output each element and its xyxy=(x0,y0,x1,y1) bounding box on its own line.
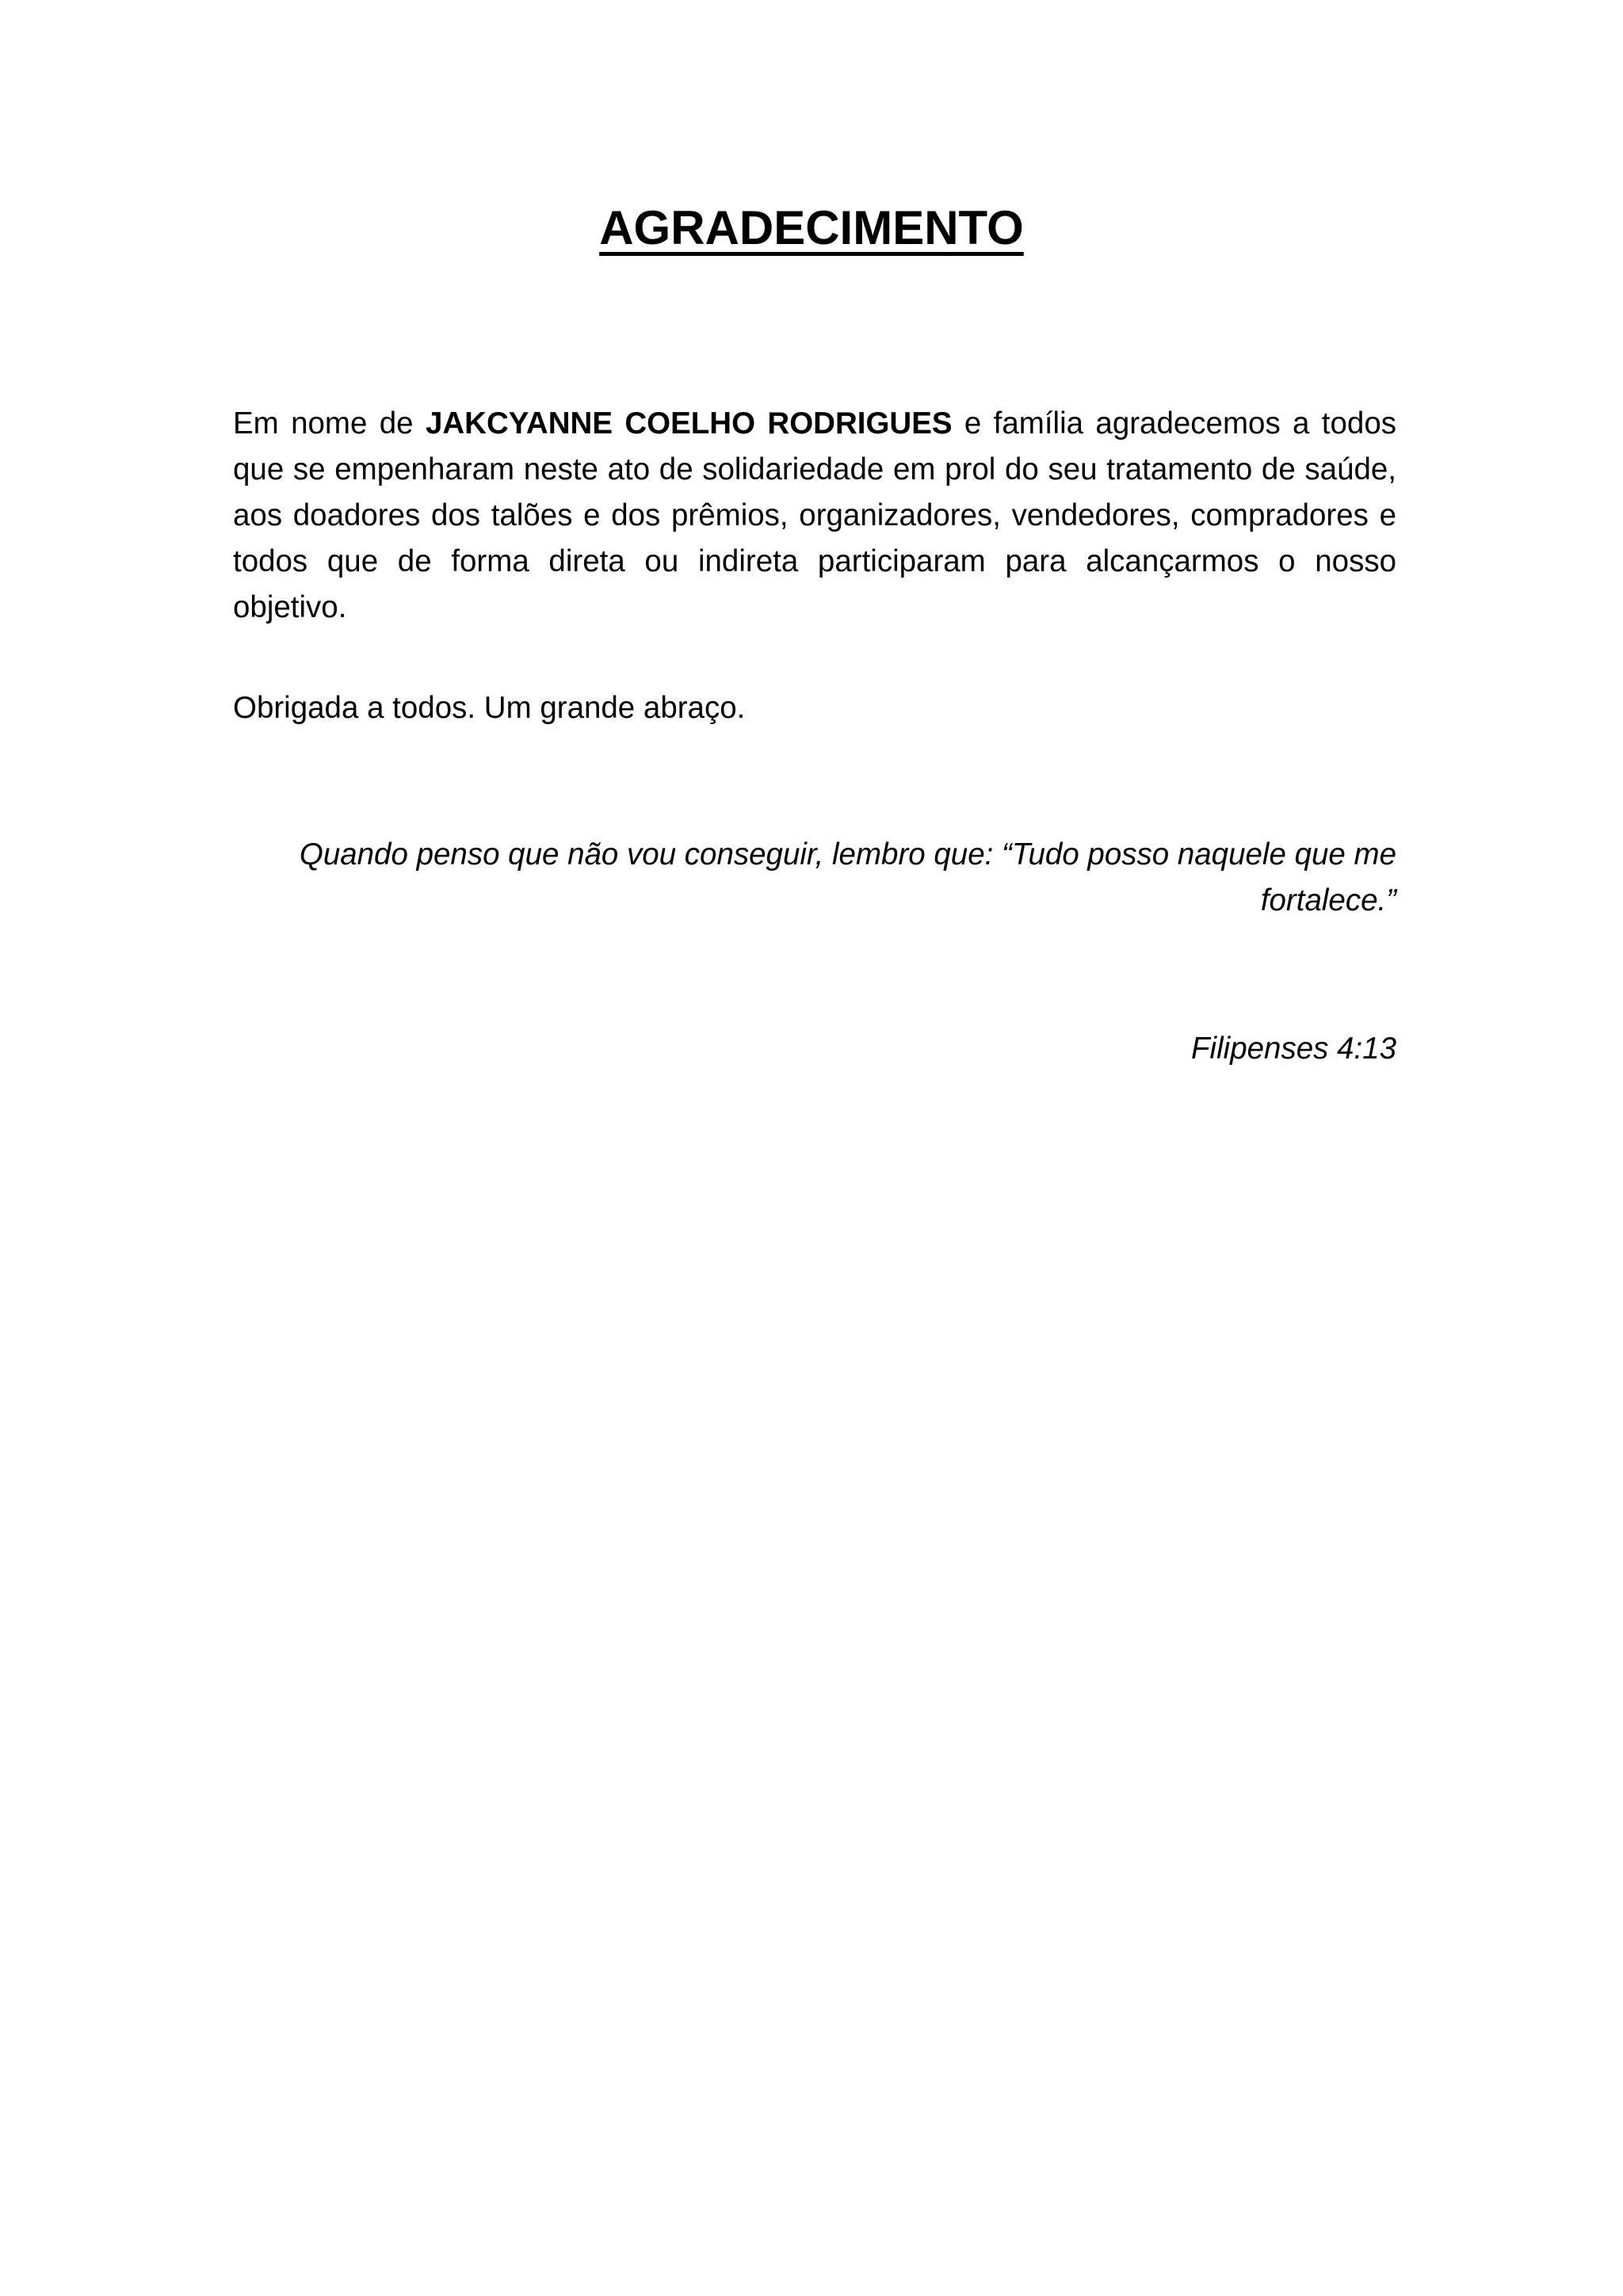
closing-paragraph: Obrigada a todos. Um grande abraço. xyxy=(233,691,746,725)
document-title xyxy=(0,196,1623,260)
quote-line-1: Quando penso que não vou conseguir, lembro que: “Tudo posso naquele que me xyxy=(299,837,1396,871)
acknowledgement-paragraph xyxy=(233,401,1396,631)
honoree-name: JAKCYANNE COELHO RODRIGUES xyxy=(425,406,953,441)
document-title-text: AGRADECIMENTO xyxy=(599,201,1024,254)
paragraph-prefix: Em nome de xyxy=(233,406,426,441)
paragraph-suffix: e família agradecemos a todos que se empenharam neste ato de solidariedade em prol do seu tratamento de saúde, aos doadores dos talões e dos prêmios, organizadores, vendedores, compradores e todos que de forma direta ou indireta participaram para alcançarmos o nosso objetivo. xyxy=(233,406,1396,624)
quote-line-2: fortalece.” xyxy=(1260,883,1396,917)
bible-reference: Filipenses 4:13 xyxy=(1191,1032,1396,1066)
quote-block xyxy=(233,832,1396,924)
